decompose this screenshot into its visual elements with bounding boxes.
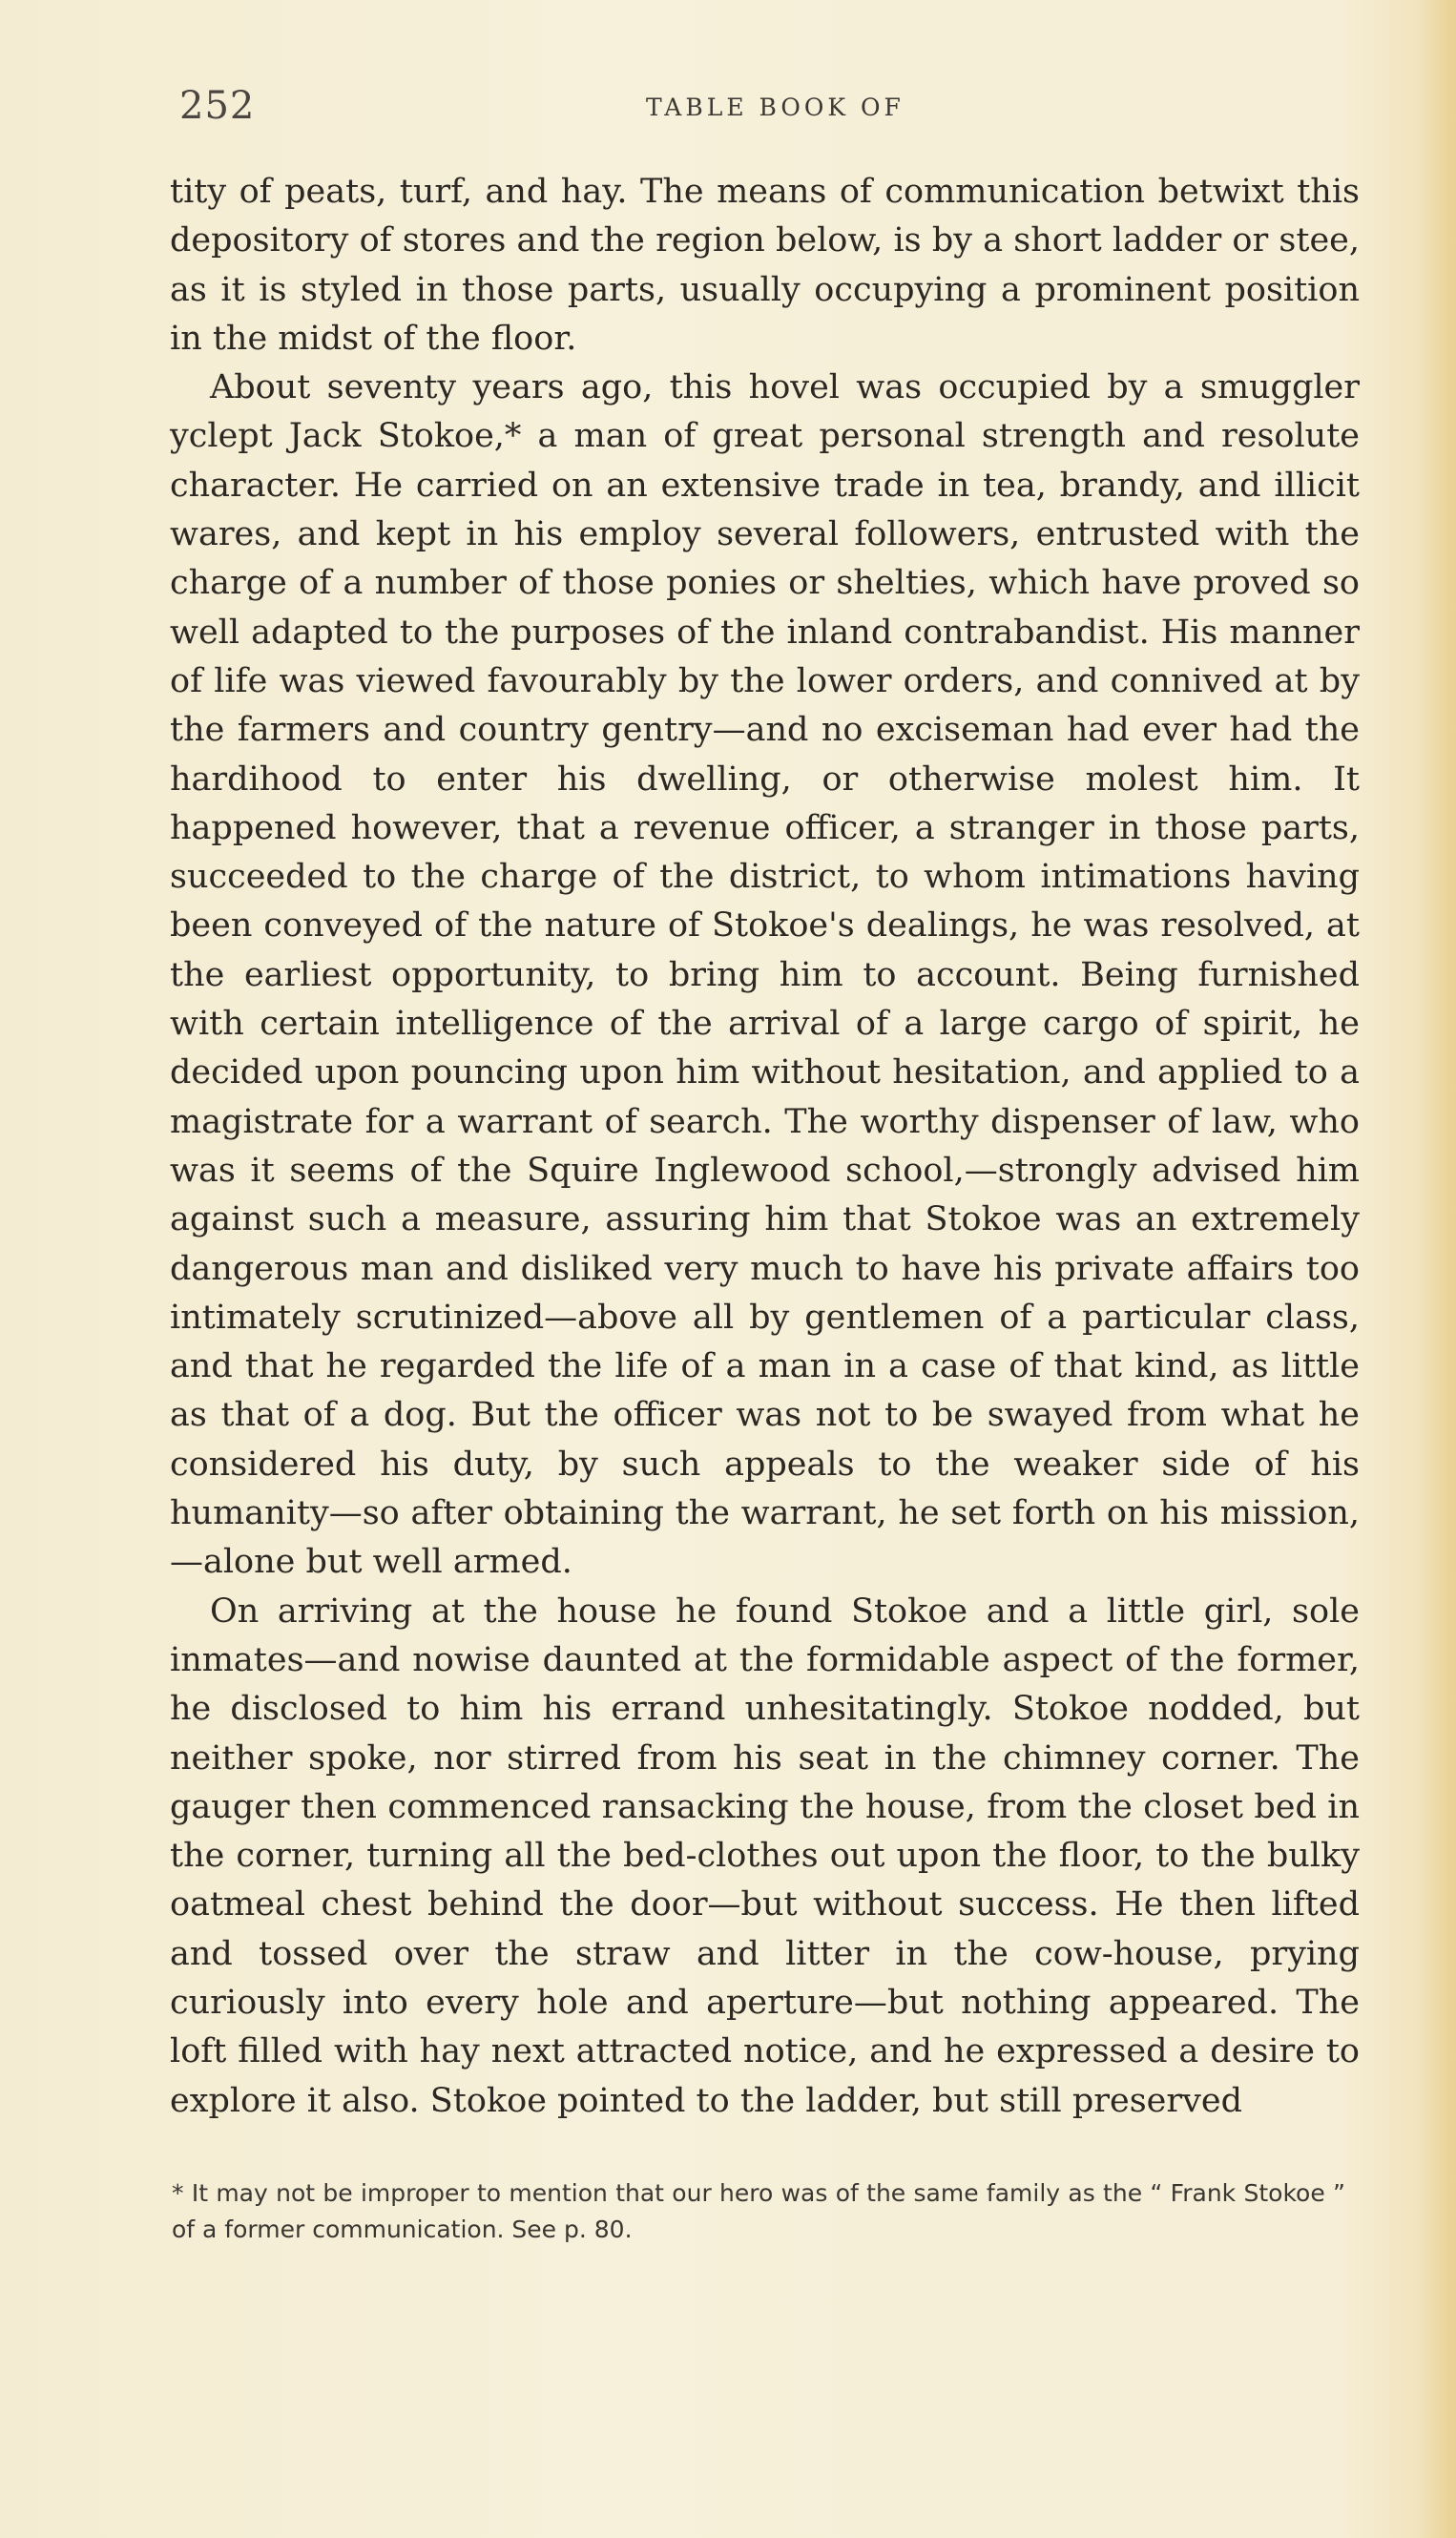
paragraph-2: About seventy years ago, this hovel was occupied by a smuggler yclept Jack Stokoe,* a man of great personal strength and resolute character. He carried on an extensive trade in tea, brandy, and illicit wares, and kept in his employ several followers, entrusted with the charge of a number of those ponies or shelties, which have proved so well adapted to the purposes of the inland contrabandist. His manner of life was viewed favourably by the lower orders, and connived at by the farmers and country gentry—and no exciseman had ever had the hardihood to enter his dwelling, or otherwise molest him. It happened however, that a revenue officer, a stranger in those parts, succeeded to the charge of the district, to whom intimations having been conveyed of the nature of Stokoe's dealings, he was resolved, at the earliest opportunity, to bring him to account. Being furnished with certain intelligence of the arrival of a large cargo of spirit, he decided upon pouncing upon him without hesitation, and applied to a magistrate for a warrant of search. The worthy dispenser of law, who was it seems of the Squire Inglewood school,—strongly advised him against such a measure, assuring him that Stokoe was an extremely dangerous man and disliked very much to have his private affairs too intimately scrutinized—above all by gentlemen of a particular class, and that he regarded the life of a man in a case of that kind, as little as that of a dog. But the officer was not to be swayed from what he considered his duty, by such appeals to the weaker side of his humanity—so after obtaining the warrant, he set forth on his mission,—alone but well armed. [170, 368, 1360, 1582]
page-edge-shading [1418, 0, 1456, 2538]
footnote-text: * It may not be improper to mention that our hero was of the same family as the “ Frank Stokoe ” of a former communication. See p. 80. [172, 2179, 1345, 2243]
paragraph-3: On arriving at the house he found Stokoe and a little girl, sole inmates—and nowise daunted at the formidable aspect of the former, he disclosed to him his errand unhesitatingly. Stokoe nodded, but neither spoke, nor stirred from his seat in the chimney corner. The gauger then commenced ransacking the house, from the closet bed in the corner, turning all the bed-clothes out upon the floor, to the bulky oatmeal chest behind the door—but without success. He then lifted and tossed over the straw and litter in the cow-house, prying curiously into every hole and aperture—but nothing appeared. The loft filled with hay next attracted notice, and he expressed a desire to explore it also. Stokoe pointed to the ladder, but still preserved [170, 1591, 1360, 2120]
page-number: 252 [179, 84, 256, 128]
body-text [170, 168, 1360, 2126]
running-head: TABLE BOOK OF [646, 94, 905, 121]
paragraph-1: tity of peats, turf, and hay. The means of communication betwixt this depository of stores and the region below, is by a short ladder or stee, as it is styled in those parts, usually occupying a prominent position in the midst of the floor. [170, 173, 1360, 358]
footnote [172, 2175, 1345, 2248]
page-header [172, 84, 1355, 141]
